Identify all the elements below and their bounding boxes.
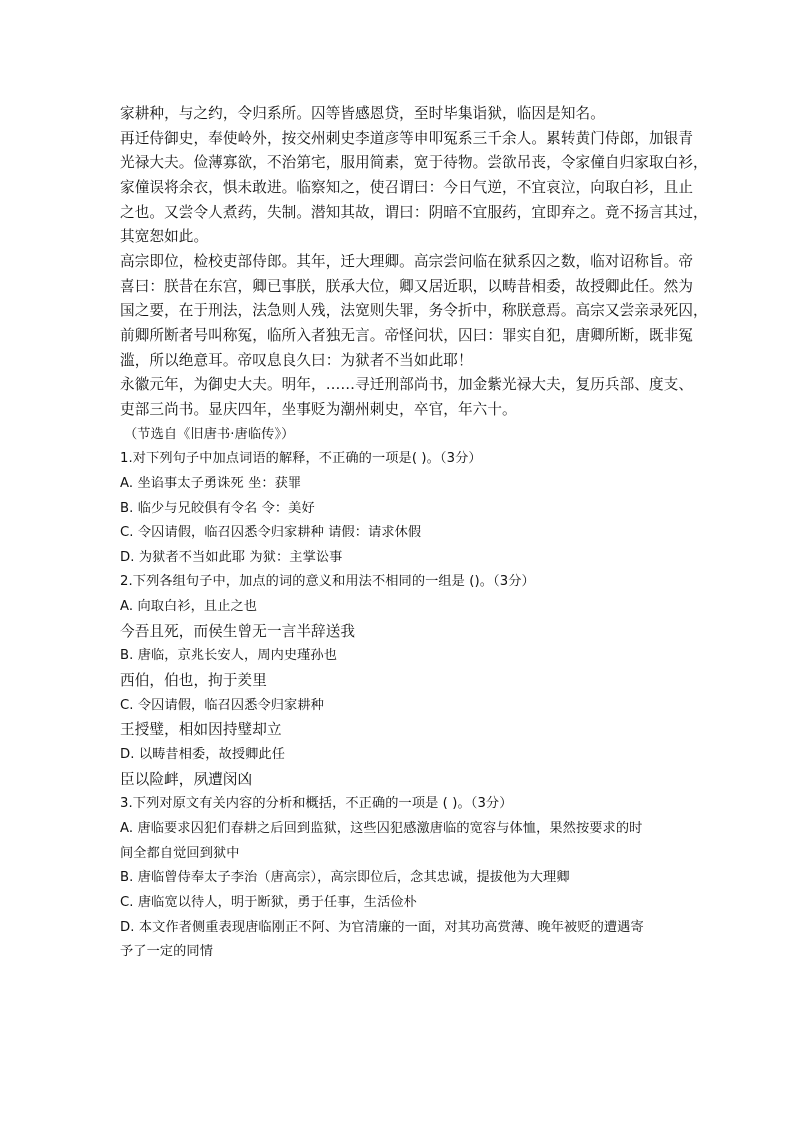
- option-sentence: 臣以险衅，夙遭闵凶: [120, 770, 253, 788]
- answer-option: A. 坐谄事太子勇诛死 坐：获罪: [120, 475, 302, 491]
- answer-option: D. 为狱者不当如此耶 为狱：主掌讼事: [120, 549, 343, 565]
- answer-option: C. 唐临宽以待人，明于断狱，勇于任事，生活俭朴: [120, 895, 417, 910]
- answer-option-continued: 间全都自觉回到狱中: [120, 845, 240, 861]
- option-sentence: 西伯，伯也，拘于羑里: [120, 672, 267, 690]
- passage-line: 家耕种，与之约，令归系所。囚等皆感恩贷，至时毕集诣狱，临因是知名。: [120, 105, 605, 122]
- option-sentence: 王授璧，相如因持璧却立: [120, 721, 282, 739]
- passage-line: 吏部三尚书。显庆四年，坐事贬为潮州刺史，卒官，年六十。: [120, 400, 517, 418]
- passage-line: 之也。又尝令人煮药，失制。潜知其故，谓曰：阴暗不宜服药，宜即弃之。竟不扬言其过，: [120, 203, 708, 221]
- answer-option: D. 本文作者侧重表现唐临刚正不阿、为官清廉的一面，对其功高赏薄、晚年被贬的遭遇寄: [120, 919, 644, 935]
- question-stem: 3.下列对原文有关内容的分析和概括，不正确的一项是 ( )。（3分）: [120, 796, 513, 812]
- option-sentence: 今吾且死，而侯生曾无一言半辞送我: [120, 622, 356, 640]
- answer-option: B. 临少与兄皎俱有令名 令：美好: [120, 500, 315, 516]
- question-stem: 2.下列各组句子中，加点的词的意义和用法不相同的一组是 ()。（3分）: [120, 574, 535, 590]
- passage-line: 前卿所断者号叫称冤，临所入者独无言。帝怪问状，囚曰：罪实自犯，唐卿所断，既非冤: [120, 326, 694, 344]
- passage-line: 高宗即位，检校吏部侍郎。其年，迁大理卿。高宗尝问临在狱系囚之数，临对诏称旨。帝: [120, 252, 694, 270]
- passage-line: 永徽元年，为御史大夫。明年，……寻迁刑部尚书，加金紫光禄大夫，复历兵部、度支、: [120, 376, 694, 394]
- answer-option-continued: 予了一定的同情: [120, 944, 214, 960]
- passage-line: 光禄大夫。俭薄寡欲，不治第宅，服用简素，宽于待物。尝欲吊丧，令家僮自归家取白衫，: [120, 154, 708, 172]
- answer-option: C. 令囚请假，临召囚悉令归家耕种 请假：请求休假: [120, 525, 422, 541]
- question-stem: 1.对下列句子中加点词语的解释，不正确的一项是( )。（3分）: [120, 451, 482, 467]
- passage-line: 国之要，在于刑法，法急则人残，法宽则失罪，务令折中，称朕意焉。高宗又尝亲录死囚，: [120, 302, 708, 320]
- answer-option: A. 向取白衫，且止之也: [120, 599, 258, 615]
- passage-line: 家僮误将余衣，惧未敢进。临察知之，使召谓曰：今日气逆，不宜哀泣，向取白衫，且止: [120, 178, 694, 196]
- answer-option: C. 令囚请假，临召囚悉令归家耕种: [120, 697, 324, 713]
- passage-line: 再迁侍御史，奉使岭外，按交州刺史李道彦等申叩冤系三千余人。累转黄门侍郎，加银青: [120, 129, 694, 147]
- passage-line: 其宽恕如此。: [120, 228, 209, 246]
- answer-option: B. 唐临，京兆长安人，周内史瑾孙也: [120, 648, 338, 664]
- document-body: [120, 102, 708, 965]
- answer-option: B. 唐临曾侍奉太子李治（唐高宗），高宗即位后，念其忠诚，提拔他为大理卿: [120, 870, 570, 886]
- passage-line: 喜曰：朕昔在东宫，卿已事朕，朕承大位，卿又居近职，以畴昔相委，故授卿此任。然为: [120, 277, 694, 295]
- source-citation: （节选自《旧唐书·唐临传》）: [124, 426, 295, 442]
- answer-option: A. 唐临要求囚犯们春耕之后回到监狱，这些囚犯感激唐临的宽容与体恤，果然按要求的时: [120, 821, 643, 837]
- answer-option: D. 以畴昔相委，故授卿此任: [120, 747, 285, 763]
- passage-line: 滥，所以绝意耳。帝叹息良久曰：为狱者不当如此耶！: [120, 351, 473, 369]
